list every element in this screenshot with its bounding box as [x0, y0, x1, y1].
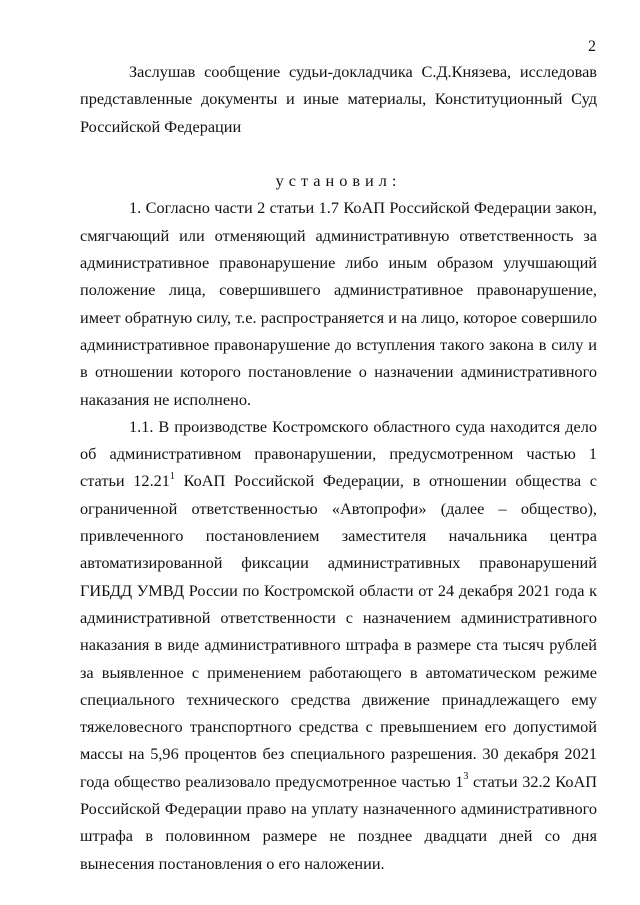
paragraph-1-1-part-c: статьи 32.2 КоАП Российской Федерации право на уплату назначенного административного штрафа в половинном размере не позднее двадцати дней со дня вынесения постановления о его наложении. [80, 771, 597, 873]
paragraph-1-1-part-b: КоАП Российской Федерации, в отношении общества с ограниченной ответственностью «Автопрофи» (далее – общество), привлеченного постановлением заместителя начальника центра автоматизированной фиксации административных правонарушений ГИБДД УМВД России по Костромской области от 24 декабря 2021 года к административной ответственности с назначением административного наказания в виде административного штрафа в размере ста тысяч рублей за выявленное с применением работающего в автоматическом режиме специального технического средства движение принадлежащего ему тяжеловесного транспортного средства с превышением его допустимой массы на 5,96 процентов без специального разрешения. 30 декабря 2021 года общество реализовало предусмотренное частью 1 [80, 471, 597, 791]
ruling-heading: установил: [275, 171, 402, 191]
superscript-1: 1 [169, 471, 175, 483]
superscript-3: 3 [463, 771, 469, 783]
paragraph-1: 1. Согласно части 2 статьи 1.7 КоАП Российской Федерации закон, смягчающий или отменяющий административную ответственность за административное правонарушение либо иным образом улучшающий положение лица, совершившего административное правонарушение, имеет обратную силу, т.е. распространяется и на лицо, которое совершило административное правонарушение до вступления такого закона в силу и в отношении которого постановление о назначении административного наказания не исполнено. [80, 198, 597, 409]
intro-paragraph: Заслушав сообщение судьи-докладчика С.Д.Князева, исследовав представленные документы и иные материалы, Конституционный Суд Российской Федерации [80, 62, 597, 136]
paragraph-1-1-part-a: 1.1. В производстве Костромского областного суда находится дело об административном правонарушении, предусмотренном частью 1 статьи 12.21 [80, 416, 597, 491]
page-number: 2 [588, 38, 596, 55]
paragraph-1-1 [80, 413, 597, 877]
blank-line [80, 140, 597, 167]
document-body [80, 58, 597, 877]
